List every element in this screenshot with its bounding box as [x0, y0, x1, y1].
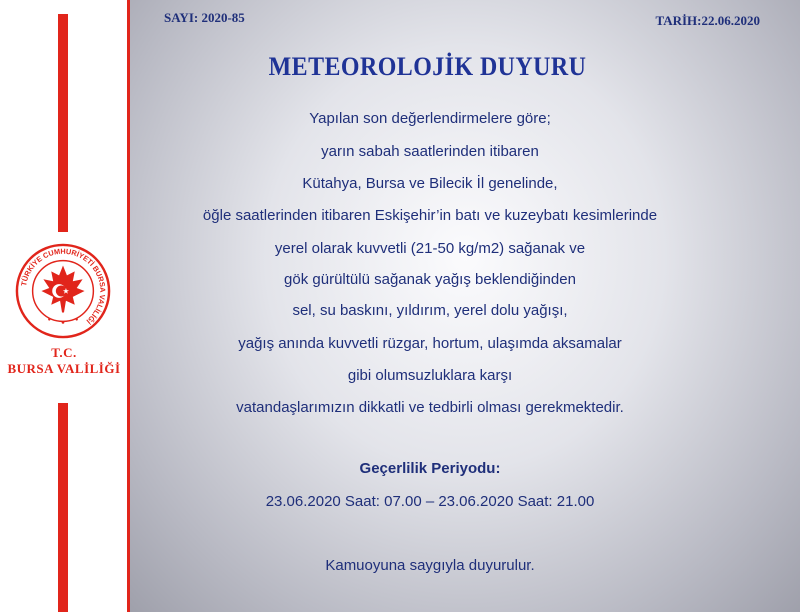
body-line: yerel olarak kuvvetli (21-50 kg/m2) sağanak ve [274, 240, 586, 257]
svg-text:TÜRKİYE CUMHURİYETİ BURSA VALİ: TÜRKİYE CUMHURİYETİ BURSA VALİLİĞİ [19, 246, 108, 326]
governorship-seal-logo [14, 242, 112, 340]
document-number: SAYI: 2020-85 [164, 10, 245, 25]
sidebar-line-tc: T.C. [51, 345, 77, 360]
red-stripe-bottom [58, 403, 68, 612]
announcement-panel [130, 0, 800, 612]
closing-line: Kamuoyuna saygıyla duyurulur. [325, 557, 535, 574]
validity-period: 23.06.2020 Saat: 07.00 – 23.06.2020 Saat: 21.00 [265, 493, 595, 510]
validity-label: Geçerlilik Periyodu: [359, 460, 501, 477]
body-line: yağış anında kuvvetli rüzgar, hortum, ulaşımda aksamalar [238, 335, 622, 352]
body-line: Yapılan son değerlendirmelere göre; [309, 110, 551, 127]
sidebar-line-governorship: BURSA VALİLİĞİ [7, 361, 121, 376]
page-title: METEOROLOJİK DUYURU [268, 52, 587, 81]
sidebar [0, 0, 128, 612]
body-line: vatandaşlarımızın dikkatli ve tedbirli olması gerekmektedir. [236, 399, 624, 416]
body-line: sel, su baskını, yıldırım, yerel dolu yağışı, [292, 302, 568, 319]
body-line: yarın sabah saatlerinden itibaren [321, 143, 539, 160]
document-date: TARİH:22.06.2020 [655, 13, 760, 28]
body-line: gök gürültülü sağanak yağış beklendiğinden [284, 271, 576, 288]
body-line: Kütahya, Bursa ve Bilecik İl genelinde, [302, 175, 558, 192]
body-line: gibi olumsuzluklara karşı [347, 367, 513, 384]
body-line: öğle saatlerinden itibaren Eskişehir’in batı ve kuzeybatı kesimlerinde [202, 207, 658, 224]
red-stripe-top [58, 14, 68, 232]
